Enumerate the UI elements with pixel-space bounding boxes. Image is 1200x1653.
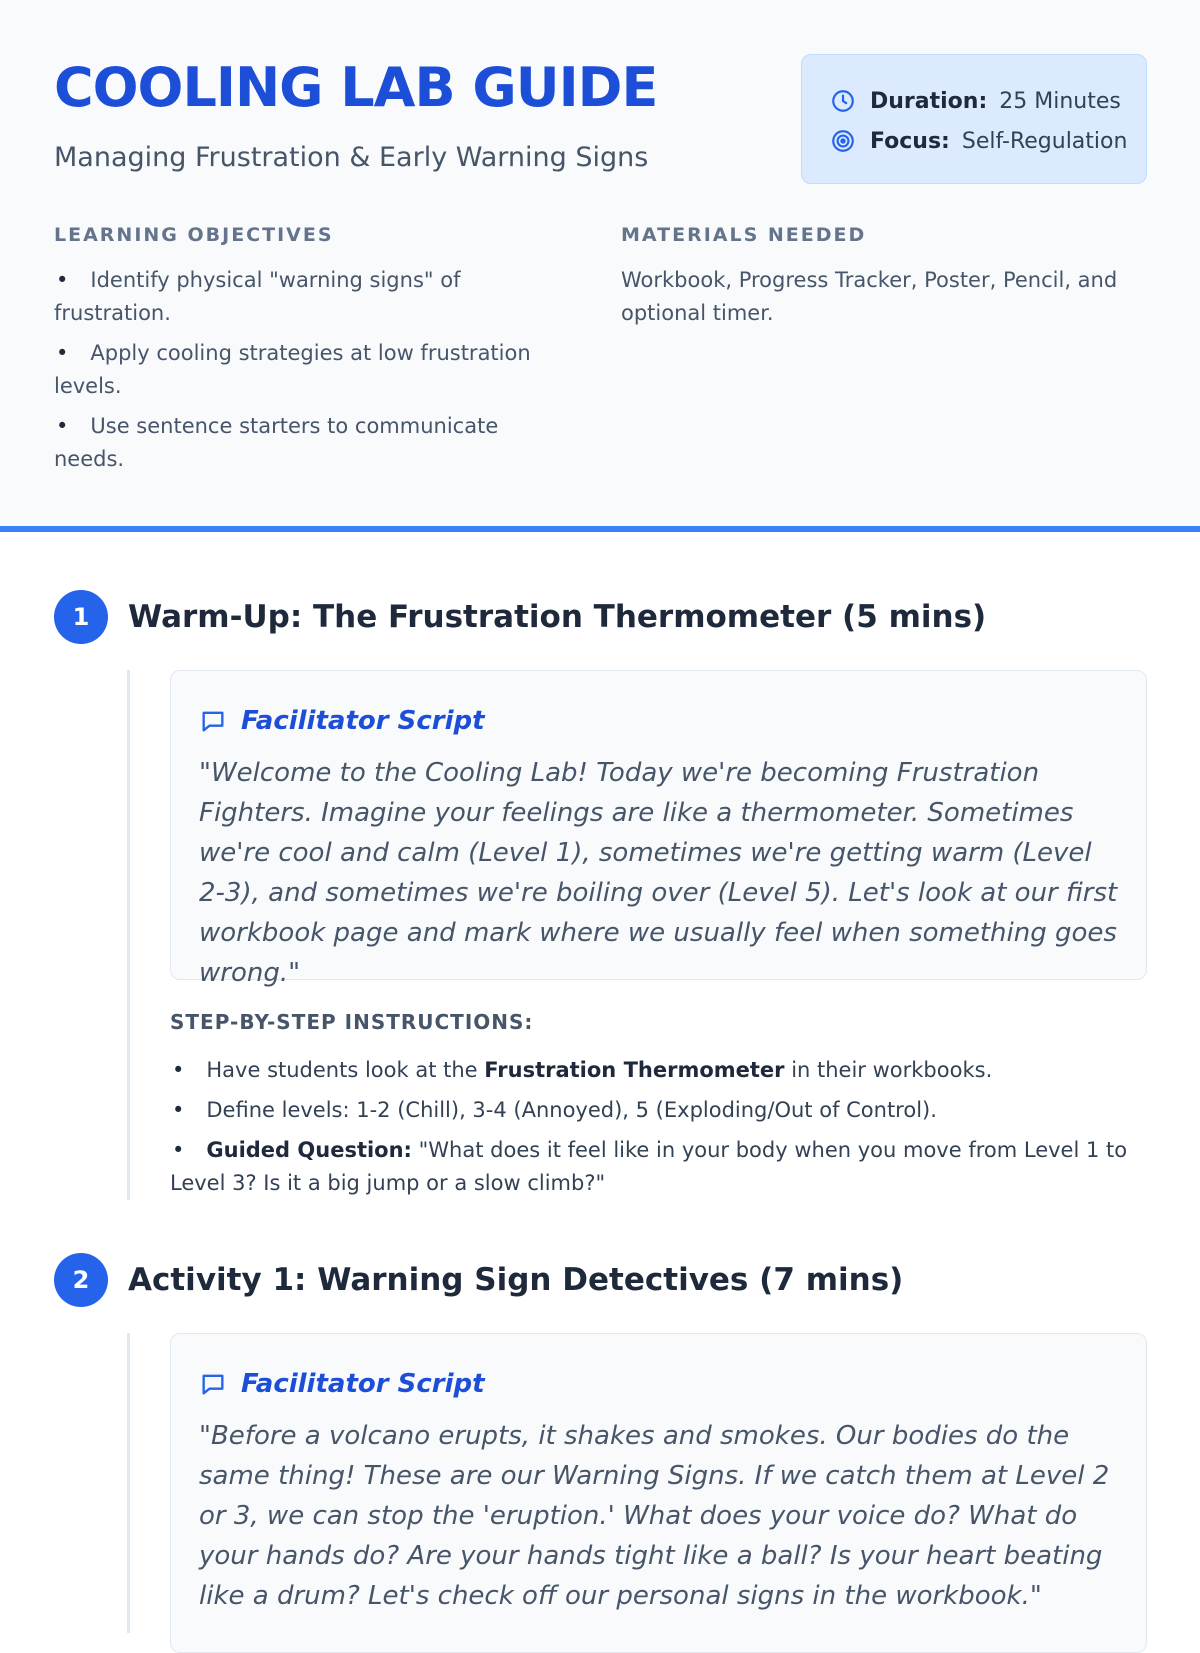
section-1-rail <box>127 670 130 1200</box>
section-1-heading <box>54 590 986 644</box>
script-label: Facilitator Script <box>241 706 485 736</box>
focus-row <box>830 121 1146 161</box>
focus-label: Focus: <box>870 128 950 154</box>
steps-heading: STEP-BY-STEP INSTRUCTIONS: <box>170 1010 534 1034</box>
step-emphasis: Guided Question: <box>206 1138 412 1162</box>
focus-value: Self-Regulation <box>961 128 1128 154</box>
objective-item: • Identify physical "warning signs" of frustration. <box>54 264 554 330</box>
objective-item: • Use sentence starters to communicate needs. <box>54 410 554 476</box>
script-text: "Welcome to the Cooling Lab! Today we're becoming Frustration Fighters. Imagine your feelings are like a thermometer. Sometimes we're cool and calm (Level 1), sometimes we're getting warm (Level 2-3), and sometimes we're boiling over (Level 5). Let's look at our first workbook page and mark where we usually feel when something goes wrong." <box>199 758 1118 988</box>
script-label: Facilitator Script <box>241 1369 485 1399</box>
duration-row <box>830 81 1146 121</box>
page-subtitle: Managing Frustration & Early Warning Signs <box>54 142 649 173</box>
section-title: Warm-Up: The Frustration Thermometer (5 mins) <box>128 599 987 635</box>
speech-bubble-icon <box>199 707 227 735</box>
materials-heading: MATERIALS NEEDED <box>621 224 867 246</box>
script-text: "Before a volcano erupts, it shakes and smokes. Our bodies do the same thing! These are our Warning Signs. If we catch them at Level 2 or 3, we can stop the 'eruption.' What does your voice do? What do your hands do? Are your hands tight like a ball? Is your heart beating like a drum? Let's check off our personal signs in the workbook." <box>199 1421 1110 1611</box>
speech-bubble-icon <box>199 1370 227 1398</box>
script-header <box>199 1364 1118 1404</box>
step-number-badge: 1 <box>54 590 108 644</box>
objectives-heading: LEARNING OBJECTIVES <box>54 224 334 246</box>
facilitator-script-card <box>170 670 1147 988</box>
duration-value: 25 Minutes <box>999 88 1121 114</box>
steps-list <box>170 1054 1150 1207</box>
step-item: • Have students look at the Frustration Thermometer in their workbooks. <box>170 1054 1150 1087</box>
section-2-heading <box>54 1253 903 1307</box>
session-meta-box <box>801 54 1147 184</box>
step-item: • Define levels: 1-2 (Chill), 3-4 (Annoyed), 5 (Exploding/Out of Control). <box>170 1094 1150 1127</box>
step-number-badge: 2 <box>54 1253 108 1307</box>
script-header <box>199 701 1118 741</box>
step-item: • Guided Question: "What does it feel like in your body when you move from Level 1 to Level 3? Is it a big jump or a slow climb?" <box>170 1134 1150 1200</box>
facilitator-script-card <box>170 1333 1147 1653</box>
step-emphasis: Frustration Thermometer <box>484 1058 785 1082</box>
target-icon <box>830 128 856 154</box>
objective-item: • Apply cooling strategies at low frustration levels. <box>54 337 554 403</box>
duration-label: Duration: <box>870 88 988 114</box>
objectives-list <box>54 264 554 483</box>
guide-header <box>0 0 1200 532</box>
section-2-rail <box>127 1333 130 1633</box>
section-title: Activity 1: Warning Sign Detectives (7 mins) <box>128 1262 904 1298</box>
clock-icon <box>830 88 856 114</box>
page-title: COOLING LAB GUIDE <box>54 56 658 119</box>
materials-text: Workbook, Progress Tracker, Poster, Pencil, and optional timer. <box>621 268 1118 325</box>
